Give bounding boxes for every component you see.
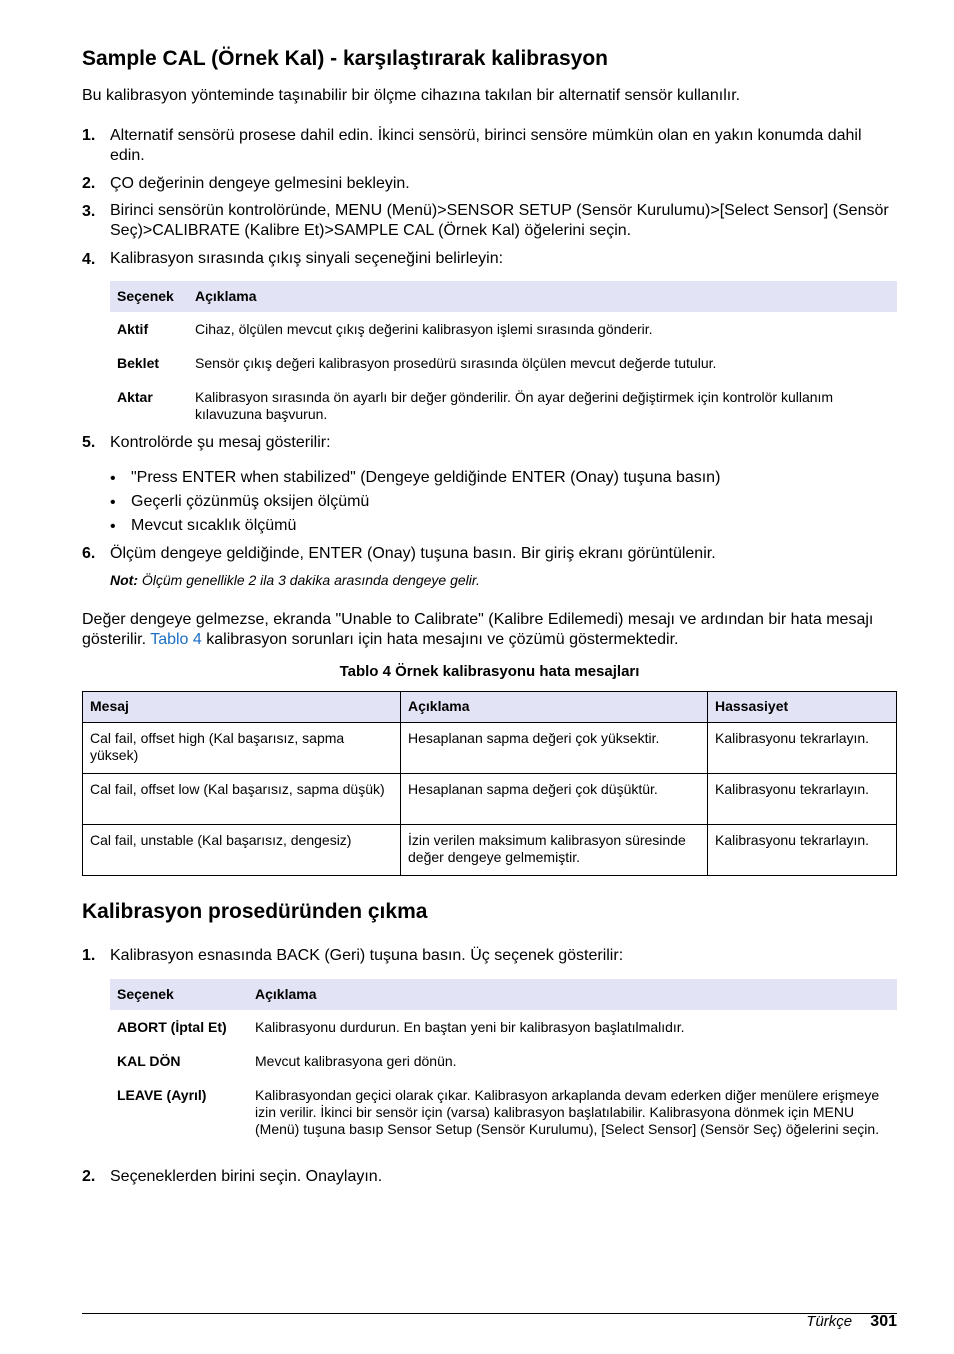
paragraph-text: Değer dengeye gelmezse, ekranda "Unable to Calibrate" (Kalibre Edilemedi) mesajı ve ardından bir hata mesajı gösterilir. bbox=[82, 611, 874, 648]
table-row bbox=[110, 1077, 897, 1145]
table-reference-link[interactable]: Tablo 4 bbox=[150, 631, 202, 648]
table-row bbox=[110, 379, 897, 430]
note-text: Ölçüm genellikle 2 ila 3 dakika arasında dengeye gelir. bbox=[141, 572, 480, 588]
table-row bbox=[110, 345, 897, 379]
table-header-row bbox=[83, 692, 897, 723]
step-text: Kontrolörde şu mesaj gösterilir: bbox=[110, 434, 331, 451]
option-description: Mevcut kalibrasyona geri dönün. bbox=[255, 1053, 457, 1069]
error-messages-table bbox=[82, 691, 897, 876]
table-cell: Cal fail, offset high (Kal başarısız, sapma yüksek) bbox=[83, 723, 401, 774]
table-header-row bbox=[110, 281, 897, 312]
option-description: Kalibrasyonu durdurun. En baştan yeni bir kalibrasyon başlatılmalıdır. bbox=[255, 1019, 685, 1035]
page-number: 301 bbox=[870, 1313, 897, 1330]
table-row bbox=[83, 825, 897, 876]
step-text: Seçeneklerden birini seçin. Onaylayın. bbox=[110, 1168, 383, 1185]
page-footer bbox=[806, 1313, 897, 1331]
table-cell: Hesaplanan sapma değeri çok yüksektir. bbox=[401, 723, 708, 774]
option-name: KAL DÖN bbox=[117, 1053, 181, 1069]
bullet-marker: • bbox=[110, 494, 116, 511]
bullet-marker: • bbox=[110, 470, 116, 487]
step-number: 2. bbox=[82, 1168, 96, 1185]
table-header-row bbox=[110, 979, 897, 1010]
step-number: 4. bbox=[82, 251, 96, 268]
step-text: Birinci sensörün kontrolöründe, MENU (Menü)>SENSOR SETUP (Sensör Kurulumu)>[Select Sensor] (Sensör Seç)>CALIBRATE (Kalibre Et)>SAMPLE CAL (Örnek Kal) öğelerini seçin. bbox=[110, 202, 889, 239]
option-description: Sensör çıkış değeri kalibrasyon prosedürü sırasında ölçülen mevcut değerde tutulur. bbox=[195, 355, 717, 371]
option-name: Aktar bbox=[117, 389, 153, 405]
section-title: Sample CAL (Örnek Kal) - karşılaştırarak kalibrasyon bbox=[82, 47, 609, 70]
section-title: Kalibrasyon prosedüründen çıkma bbox=[82, 900, 428, 923]
table-cell: Cal fail, unstable (Kal başarısız, dengesiz) bbox=[83, 825, 401, 876]
column-header: Seçenek bbox=[110, 281, 188, 312]
paragraph-text: kalibrasyon sorunları için hata mesajını ve çözümü göstermektedir. bbox=[206, 631, 679, 648]
step-number: 6. bbox=[82, 545, 96, 562]
option-name: ABORT (İptal Et) bbox=[117, 1019, 227, 1035]
column-header: Mesaj bbox=[83, 692, 401, 723]
bullet-marker: • bbox=[110, 518, 116, 535]
step-text: Kalibrasyon sırasında çıkış sinyali seçeneğini belirleyin: bbox=[110, 250, 504, 267]
table-row bbox=[110, 1010, 897, 1043]
bullet-text: Geçerli çözünmüş oksijen ölçümü bbox=[131, 493, 370, 510]
footer-language: Türkçe bbox=[806, 1313, 853, 1330]
table-cell: Kalibrasyonu tekrarlayın. bbox=[708, 825, 897, 876]
column-header: Açıklama bbox=[188, 281, 897, 312]
table-cell: Kalibrasyonu tekrarlayın. bbox=[708, 774, 897, 825]
step-text: Kalibrasyon esnasında BACK (Geri) tuşuna basın. Üç seçenek gösterilir: bbox=[110, 947, 624, 964]
table-row bbox=[110, 1043, 897, 1077]
table-cell: İzin verilen maksimum kalibrasyon süresinde değer dengeye gelmemiştir. bbox=[401, 825, 708, 876]
bullet-text: Mevcut sıcaklık ölçümü bbox=[131, 517, 297, 534]
table-cell: Hesaplanan sapma değeri çok düşüktür. bbox=[401, 774, 708, 825]
table-cell: Cal fail, offset low (Kal başarısız, sapma düşük) bbox=[83, 774, 401, 825]
step-text: Ölçüm dengeye geldiğinde, ENTER (Onay) tuşuna basın. Bir giriş ekranı görüntülenir. bbox=[110, 545, 716, 562]
table-row bbox=[83, 774, 897, 825]
table-caption: Tablo 4 Örnek kalibrasyonu hata mesajları bbox=[339, 663, 640, 680]
step-text: ÇO değerinin dengeye gelmesini bekleyin. bbox=[110, 175, 410, 192]
table-cell: Kalibrasyonu tekrarlayın. bbox=[708, 723, 897, 774]
note bbox=[110, 572, 480, 588]
column-header: Açıklama bbox=[401, 692, 708, 723]
step-number: 5. bbox=[82, 434, 96, 451]
column-header: Hassasiyet bbox=[708, 692, 897, 723]
option-name: Aktif bbox=[117, 321, 149, 337]
option-name: Beklet bbox=[117, 355, 160, 371]
output-options-table bbox=[110, 281, 897, 430]
option-description: Kalibrasyondan geçici olarak çıkar. Kalibrasyon arkaplanda devam ederken diğer menülere erişmeye izin verilir. İkinci bir sensör için (varsa) kalibrasyon başlatılabilir. Kalibrasyona dönmek için MENU (Menü) tuşuna basıp Sensor Setup (Sensör Kurulumu), [Select Sensor] (Sensör Seç) öğelerini seçin. bbox=[255, 1087, 880, 1137]
step-number: 1. bbox=[82, 947, 96, 964]
step-number: 1. bbox=[82, 127, 96, 144]
option-description: Kalibrasyon sırasında ön ayarlı bir değer gönderilir. Ön ayar değerini değiştirmek için kontrolör kullanım kılavuzuna başvurun. bbox=[195, 389, 834, 422]
option-name: LEAVE (Ayrıl) bbox=[117, 1087, 207, 1103]
footer-divider bbox=[82, 1313, 897, 1314]
column-header: Açıklama bbox=[248, 979, 897, 1010]
step-number: 3. bbox=[82, 203, 96, 220]
error-paragraph bbox=[82, 610, 897, 650]
note-label: Not: bbox=[110, 572, 138, 588]
step-number: 2. bbox=[82, 175, 96, 192]
table-row bbox=[83, 723, 897, 774]
table-row bbox=[110, 312, 897, 345]
step-text: Alternatif sensörü prosese dahil edin. İkinci sensörü, birinci sensöre mümkün olan en yakın konumda dahil edin. bbox=[110, 127, 862, 164]
exit-options-table bbox=[110, 979, 897, 1145]
column-header: Seçenek bbox=[110, 979, 248, 1010]
option-description: Cihaz, ölçülen mevcut çıkış değerini kalibrasyon işlemi sırasında gönderir. bbox=[195, 321, 653, 337]
intro-paragraph: Bu kalibrasyon yönteminde taşınabilir bir ölçme cihazına takılan bir alternatif sensör kullanılır. bbox=[82, 87, 741, 104]
bullet-text: "Press ENTER when stabilized" (Dengeye geldiğinde ENTER (Onay) tuşuna basın) bbox=[131, 469, 721, 486]
